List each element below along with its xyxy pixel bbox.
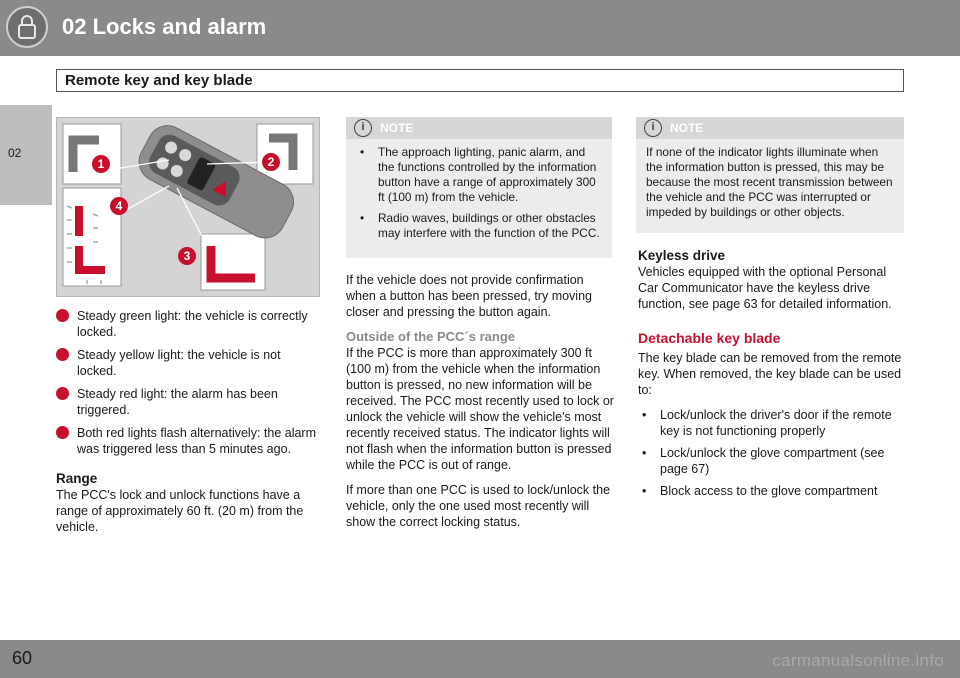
section-bar [56,69,904,92]
keyless-heading: Keyless drive [638,248,726,263]
legend-item [56,386,322,418]
watermark: carmanualsonline.info [772,651,944,670]
info-icon: i [354,119,372,137]
note-title: NOTE [670,121,704,135]
blade-text: The key blade can be removed from the remote key. When removed, the key blade can be used to: [638,351,902,397]
page-number: 60 [12,648,33,668]
note-box-2 [636,117,904,233]
legend-marker-2 [56,348,69,361]
blade-bullet-list [638,407,906,499]
list-item: • Block access to the glove compartment [638,483,906,499]
legend-text: Steady yellow light: the vehicle is not locked. [77,348,281,378]
legend-marker-4 [56,426,69,439]
callout-3-label: 3 [183,249,191,263]
lock-icon [6,6,48,48]
paragraph: If more than one PCC is used to lock/unlock the vehicle, only the one used most recently will show the correct locking status. [346,483,611,529]
callout-1-label: 1 [97,157,105,171]
column-1 [56,308,322,544]
legend-text: Steady red light: the alarm has been triggered. [77,387,278,417]
subheading-out-of-range: Outside of the PCC´s range [346,329,516,344]
remote-key-figure [56,117,320,297]
note-body: If none of the indicator lights illuminate when the information button is pressed, this may be because the most recent transmission between the vehicle and the PCC was interrupted or impeded by buildings or other objects. [646,145,893,219]
paragraph: If the PCC is more than approximately 300 ft (100 m) from the vehicle when the information button is pressed, no new information will be received. The PCC most recently used to lock or unlock the vehicle will show the vehicle's most recently received status. The indicator lights will not flash when the information button is pressed while the PCC is out of range. [346,346,614,472]
info-icon: i [644,119,662,137]
legend-text: Both red lights flash alternatively: the alarm was triggered less than 5 minutes ago. [77,426,317,456]
side-tab-label: 02 [8,146,22,160]
legend-list [56,308,322,457]
keyless-text: Vehicles equipped with the optional Personal Car Communicator have the keyless drive function, see page 63 for detailed information. [638,265,892,311]
chapter-title: 02 Locks and alarm [62,14,267,39]
callout-2-label: 2 [267,155,275,169]
column-2 [346,272,614,539]
list-item: • Radio waves, buildings or other obstacles may interfere with the function of the PCC. [356,211,602,241]
list-item: • Lock/unlock the driver's door if the remote key is not functioning properly [638,407,906,439]
legend-item [56,425,322,457]
list-item: • The approach lighting, panic alarm, and the functions controlled by the information button have a range of approximately 300 ft (100 m) from the vehicle. [356,145,602,205]
legend-marker-3 [56,387,69,400]
list-item: • Lock/unlock the glove compartment (see page 67) [638,445,906,477]
note-title: NOTE [380,121,414,135]
blade-heading: Detachable key blade [638,330,781,346]
paragraph: If the vehicle does not provide confirmation when a button has been pressed, try moving closer and pressing the button again. [346,273,592,319]
legend-text: Steady green light: the vehicle is correctly locked. [77,309,308,339]
range-heading: Range [56,471,98,486]
section-title: Remote key and key blade [65,72,253,89]
note-body [346,139,612,255]
range-text: The PCC's lock and unlock functions have a range of approximately 60 ft. (20 m) from the vehicle. [56,488,304,534]
column-3 [638,248,906,505]
legend-item [56,308,322,340]
callout-4-label: 4 [115,199,123,213]
note-header [346,117,612,139]
remote-key-illustration [57,118,319,296]
note-header [636,117,904,139]
legend-marker-1 [56,309,69,322]
note-box-1 [346,117,612,258]
note-bullet-list [356,145,602,241]
legend-item [56,347,322,379]
